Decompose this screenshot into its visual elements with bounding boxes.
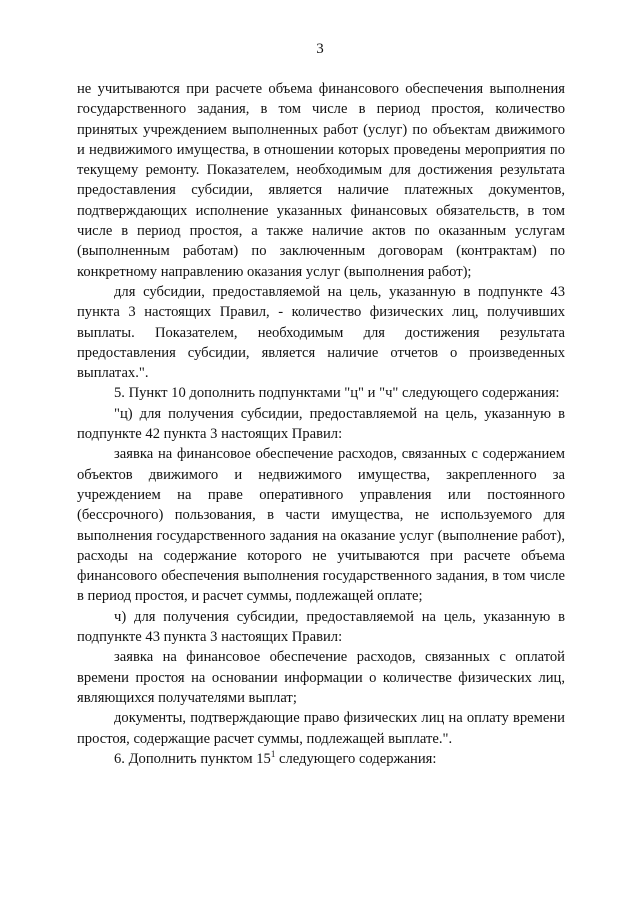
- paragraph-continuation: не учитываются при расчете объема финансового обеспечения выполнения государственного задания, в том числе в период простоя, количество принятых учреждением выполненных работ (услуг) по объектам движимого и недвижимого имущества, в отношении которых проведены мероприятия по текущему ремонту. Показателем, необходимым для достижения результата предоставления субсидии, является наличие платежных документов, подтверждающих исполнение указанных финансовых обязательств, в том числе в период простоя, а также наличие актов по оказанным услугам (выполненным работам) по заключенным договорам (контрактам) по конкретному направлению оказания услуг (выполнения работ);: [77, 81, 565, 280]
- document-body: [77, 79, 565, 769]
- paragraph-subitem-ch: ч) для получения субсидии, предоставляемой на цель, указанную в подпункте 43 пункта 3 настоящих Правил:: [77, 608, 565, 646]
- paragraph-documents-downtime: документы, подтверждающие право физических лиц на оплату времени простоя, содержащие расчет суммы, подлежащей выплате.".: [77, 710, 565, 747]
- item-6-text-before: 6. Дополнить пунктом 15: [114, 750, 271, 767]
- page-number: 3: [316, 41, 324, 57]
- paragraph-subitem-ts: "ц) для получения субсидии, предоставляемой на цель, указанную в подпункте 42 пункта 3 настоящих Правил:: [77, 405, 565, 443]
- paragraph-item-5: 5. Пункт 10 дополнить подпунктами "ц" и "ч" следующего содержания:: [114, 385, 560, 402]
- paragraph-subsidy-43-indicator: для субсидии, предоставляемой на цель, указанную в подпункте 43 пункта 3 настоящих Правил, - количество физических лиц, получивших выплаты. Показателем, необходимым для достижения результата предоставления субсидии, является наличие отчетов о произведенных выплатах.".: [77, 283, 565, 382]
- paragraph-item-6: [77, 749, 565, 769]
- item-6-superscript: 1: [270, 748, 276, 759]
- item-6-text-after: следующего содержания:: [275, 750, 437, 767]
- paragraph-application-property: заявка на финансовое обеспечение расходов, связанных с содержанием объектов движимого и недвижимого имущества, закрепленного за учреждением на праве оперативного управления или постоянного (бессрочного) пользования, в части имущества, не используемого для выполнения государственного задания на оказание услуг (выполнение работ), расходы на содержание которого не учитываются при расчете объема финансового обеспечения выполнения государственного задания, в том числе в период простоя, и расчет суммы, подлежащей оплате;: [77, 446, 565, 605]
- paragraph-application-downtime: заявка на финансовое обеспечение расходов, связанных с оплатой времени простоя на основании информации о количестве физических лиц, являющихся получателями выплат;: [77, 649, 565, 706]
